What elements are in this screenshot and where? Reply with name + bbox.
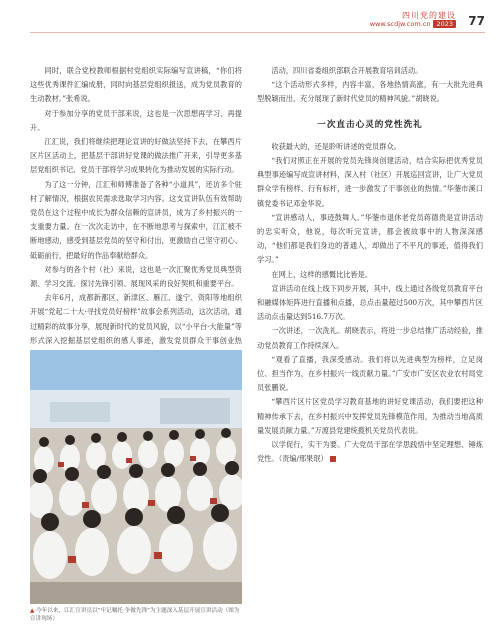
right-paragraph: 宣讲活动在线上线下同步开展，其中，线上通过各级党员教育平台和融媒体矩阵进行直播和点播，总点击量超过500万次，其中攀西片区活动点击量达到516.7万次。 [257,283,483,322]
left-paragraph: 对参与的各个村（社）来说，这也是一次汇聚优秀党员典型资源、学习交流、探讨先锋引领、展现风采的良好契机和重要平台。 [30,264,242,289]
section-title: 一次直击心灵的党性洗礼 [317,119,423,130]
right-paragraph: “这个活动形式多样，内容丰富，各地热情高涨，有一大批先进典型脱颖而出，充分展现了新时代党员的精神风貌。”胡晓说。 [257,80,483,104]
left-paragraph: 同时，联合党校教师根据村党组织实际编写宣讲稿，“你们将这些优秀课件汇编成册，同时向基层党组织报送，成为党员教育的生动教材。”张希说。 [30,66,242,104]
right-paragraph: “观看了直播，我深受感动。我们将以先进典型为榜样，立足岗位、担当作为，在乡村振兴一线贡献力量。”广安市广安区农业农村局党员张鹏说。 [257,354,483,393]
right-paragraph-final [257,438,483,466]
right-paragraph: 一次讲述，一次洗礼。胡晓表示，将进一步总结推广活动经验，推动党员教育工作持续深入。 [257,326,483,350]
article-end-mark-icon [330,456,336,462]
magazine-url: www.scdjw.com.cn [369,20,431,28]
right-paragraph: “攀西片区片区党员学习教育基地的讲好党课活动，我们要把这种精神传承下去，在乡村振兴中发挥党员先锋模范作用，为推动当地高质量发展贡献力量。”万渡县党建统揽机关党员代表说。 [257,397,483,435]
page-header [0,0,503,50]
right-column [257,64,483,466]
left-column [30,64,242,362]
auditorium-photo-illustration [30,350,242,604]
left-paragraph: 江汇说，我们将继续把理论宣讲的好做法坚持下去，在攀西片区片区活动上，把基层干部讲好党课的做法推广开来，引导更多基层党组织书记、党员干部将学习成果转化为推动发展的实际行动。 [30,137,242,175]
left-paragraph: 去年6月，成都新都区、新津区、雁江、遂宁、资阳等地组织开展“党起二十大·寻找党员好榜样”故事会系列活动，这次活动，通过精彩的故事分享，展现新时代的党员风貌，以“小平台·大能量”等形式深入挖掘基层党组织的感人事迹，激发党员群众干事创业热 [30,293,242,345]
right-paragraph: 在网上，这样的感慨比比皆是。 [271,269,373,279]
page-number: 77 [468,14,485,28]
event-photo [30,350,242,604]
left-paragraph: 对于参加分享的党员干部来说，这也是一次思想再学习、再提升。 [30,108,242,132]
right-paragraph: “宣讲感动人，事迹鼓舞人。”华蓥市退休老党员蒋德贵是宣讲活动的忠实听众，他说，每次听完宣讲，都会被故事中的人物深深感动，“他们都是我们身边的普通人，却做出了不平凡的事迹，值得我们学习。” [257,212,483,265]
final-paragraph-text: 以学促行，实干为要。广大党员干部在学思践悟中坚定理想、锤炼党性。（责编/邢果珉） [257,440,483,464]
photo-caption [30,607,242,623]
magazine-url-line [370,20,456,28]
right-paragraph: 收获最大的，还是聆听讲述的党员群众。 [271,141,401,151]
caption-marker-icon: ▲ [30,608,35,614]
photo-caption-text: 今年以来，江汇宣讲员以“牢记嘱托·争做先锋”为主题深入基层开展宣讲活动（图为宣讲现场） [30,608,240,622]
left-paragraph: 为了这一分钟，江汇和师傅准备了各种“小道具”，还访多个驻村了解情况，根据农民需求选取学习内容。这支宣讲队伍有效帮助党员在这个过程中成长为群众信赖的宣讲员，成为了乡村振兴的一支重要力量。在一次次走访中，在不断地思考与探索中，江汇被不断地感动，感受到基层党员的坚守和付出，更激励自己坚守初心、砥砺前行，把最好的作品奉献给群众。 [30,179,242,260]
issue-badge: 2023 [433,20,456,28]
right-paragraph: 活动，四川省委组织部联合开展教育培训活动。 [271,66,423,75]
magazine-title: 四川党的建设 [402,11,456,20]
header-divider [30,32,485,33]
right-paragraph: “我们对照正在开展的党员先锋岗创建活动，结合实际把优秀党员典型事迹编写成宣讲材料，深入村（社区）开展巡回宣讲，让广大党员群众学有榜样、行有标杆，进一步激发了干事创业的热情。”华蓥市溪口镇党委书记邓金华说。 [257,156,483,208]
